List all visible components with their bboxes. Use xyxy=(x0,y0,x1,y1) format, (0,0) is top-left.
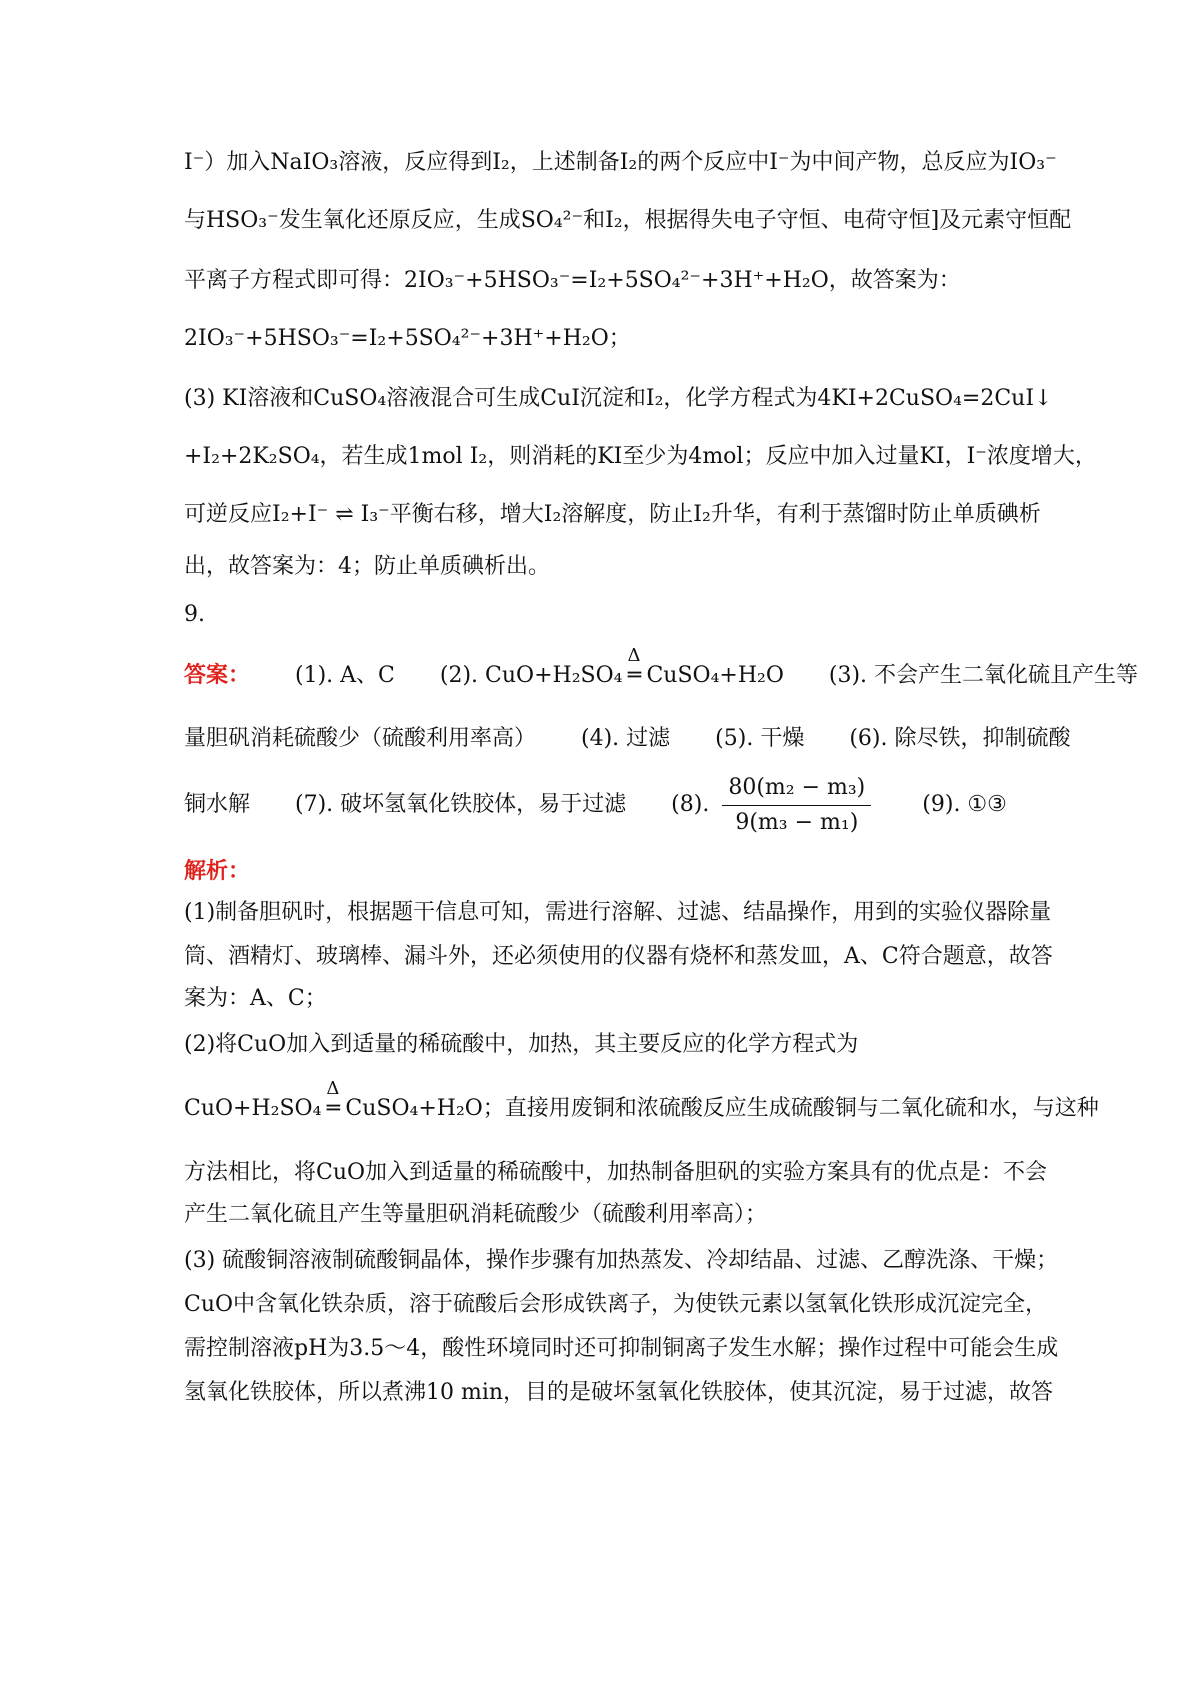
fraction-numerator: 80(m₂ − m₃) xyxy=(722,773,871,806)
fraction-denominator: 9(m₃ − m₁) xyxy=(735,809,859,835)
answer-6-continued: 铜水解 xyxy=(184,792,251,817)
equation-products-text: CuSO₄+H₂O；直接用废铜和浓硫酸反应生成硫酸铜与二氧化硫和水，与这种 xyxy=(345,1096,1099,1121)
analysis-line-5 xyxy=(184,1078,1099,1124)
analysis-line-3: 案为：A、C； xyxy=(184,986,327,1011)
analysis-line-6: 方法相比，将CuO加入到适量的稀硫酸中，加热制备胆矾的实验方案具有的优点是：不会 xyxy=(184,1160,1048,1185)
answer-8-label: (8). xyxy=(671,792,710,817)
analysis-line-10: 需控制溶液pH为3.5～4，酸性环境同时还可抑制铜离子发生水解；操作过程中可能会生成 xyxy=(184,1336,1059,1361)
answer-2-reactants: (2). CuO+H₂SO₄ xyxy=(439,663,623,688)
answer-7: (7). 破坏氢氧化铁胶体，易于过滤 xyxy=(295,792,627,817)
text-line-8: 出，故答案为：4；防止单质碘析出。 xyxy=(184,554,550,579)
heating-condition: Δ ═ xyxy=(627,645,642,688)
analysis-line-7: 产生二氧化硫且产生等量胆矾消耗硫酸少（硫酸利用率高）； xyxy=(184,1202,768,1227)
answer-4: (4). 过滤 xyxy=(581,726,671,751)
answer-5: (5). 干燥 xyxy=(715,726,805,751)
text-line-4: 2IO₃⁻+5HSO₃⁻=I₂+5SO₄²⁻+3H⁺+H₂O； xyxy=(184,326,631,351)
heating-condition-2: Δ ═ xyxy=(326,1078,341,1121)
analysis-label: 解析： xyxy=(184,858,251,884)
analysis-line-2: 筒、酒精灯、玻璃棒、漏斗外，还必须使用的仪器有烧杯和蒸发皿，A、C符合题意，故答 xyxy=(184,944,1053,969)
answer-3-continued: 量胆矾消耗硫酸少（硫酸利用率高） xyxy=(184,726,537,751)
analysis-line-4: (2)将CuO加入到适量的稀硫酸中，加热，其主要反应的化学方程式为 xyxy=(184,1032,859,1057)
text-line-6: +I₂+2K₂SO₄，若生成1mol I₂，则消耗的KI至少为4mol；反应中加入过量KI，I⁻浓度增大， xyxy=(184,444,1097,469)
text-line-7: 可逆反应I₂+I⁻ ⇌ I₃⁻平衡右移，增大I₂溶解度，防止I₂升华，有利于蒸馏时防止单质碘析 xyxy=(184,502,1041,527)
answer-row-2 xyxy=(184,724,1071,754)
answer-9: (9). ①③ xyxy=(922,792,1007,817)
analysis-line-8: (3) 硫酸铜溶液制硫酸铜晶体，操作步骤有加热蒸发、冷却结晶、过滤、乙醇洗涤、干燥； xyxy=(184,1248,1059,1273)
answer-2-products: CuSO₄+H₂O xyxy=(646,663,784,688)
answer-row-1 xyxy=(184,645,1139,691)
equation-reactants: CuO+H₂SO₄ xyxy=(184,1096,322,1121)
text-line-1: I⁻）加入NaIO₃溶液，反应得到I₂，上述制备I₂的两个反应中I⁻为中间产物，总反应为IO₃⁻ xyxy=(184,150,1057,175)
text-line-5: (3) KI溶液和CuSO₄溶液混合可生成CuI沉淀和I₂，化学方程式为4KI+2CuSO₄=2CuI↓ xyxy=(184,386,1053,411)
question-number: 9. xyxy=(184,602,205,627)
answer-1: (1). A、C xyxy=(295,663,395,688)
text-line-2: 与HSO₃⁻发生氧化还原反应，生成SO₄²⁻和I₂，根据得失电子守恒、电荷守恒]及元素守恒配 xyxy=(184,208,1072,233)
answer-row-3 xyxy=(184,770,1030,840)
text-line-3: 平离子方程式即可得：2IO₃⁻+5HSO₃⁻=I₂+5SO₄²⁻+3H⁺+H₂O，故答案为： xyxy=(184,268,961,293)
analysis-label-row xyxy=(184,856,1030,887)
answer-3: (3). 不会产生二氧化硫且产生等 xyxy=(828,663,1139,688)
answer-8-fraction xyxy=(722,773,871,838)
analysis-line-11: 氢氧化铁胶体，所以煮沸10 min，目的是破坏氢氧化铁胶体，使其沉淀，易于过滤，故答 xyxy=(184,1380,1054,1405)
analysis-line-1: (1)制备胆矾时，根据题干信息可知，需进行溶解、过滤、结晶操作，用到的实验仪器除量 xyxy=(184,900,1052,925)
answer-label: 答案： xyxy=(184,662,251,688)
answer-6: (6). 除尽铁，抑制硫酸 xyxy=(849,726,1071,751)
analysis-line-9: CuO中含氧化铁杂质，溶于硫酸后会形成铁离子，为使铁元素以氢氧化铁形成沉淀完全， xyxy=(184,1292,1048,1317)
